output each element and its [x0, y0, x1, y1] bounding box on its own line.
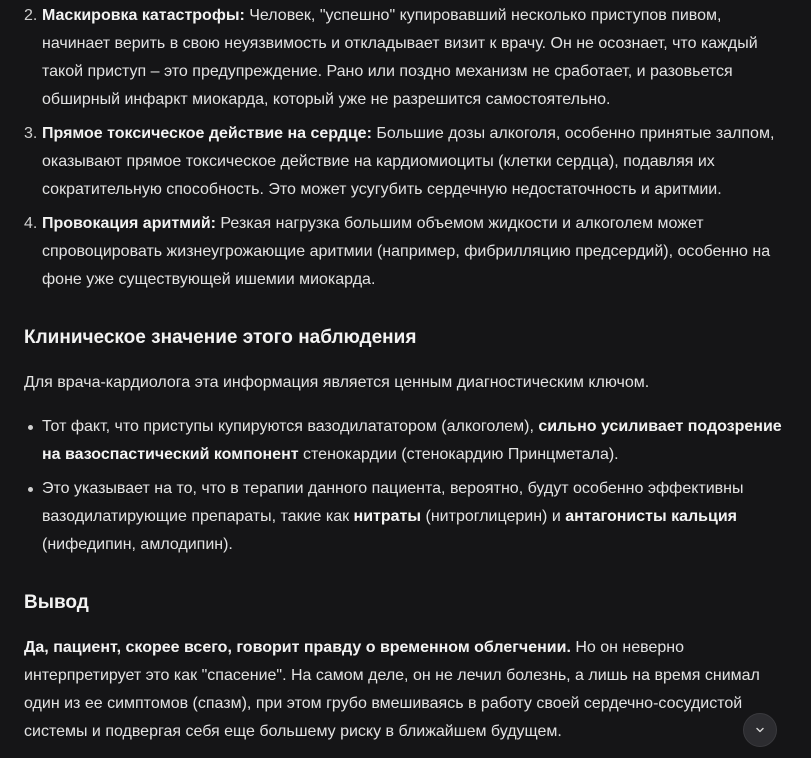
bullet-dot: [28, 487, 33, 492]
list-item: 3. Прямое токсическое действие на сердце: Большие дозы алкоголя, особенно принятые залпом, оказывают прямое токсическое действие на кардиомиоциты (клетки сердца), подавляя их сократительную способность. Это может усугубить сердечную недостаточность и аритмии.: [24, 125, 775, 198]
list-item: 2. Маскировка катастрофы: Человек, "успешно" купировавший несколько приступов пивом, начинает верить в свою неуязвимость и откладывает визит к врачу. Он не осознает, что каждый такой приступ – это предупреждение. Рано или поздно механизм не сработает, и разовьется обширный инфаркт миокарда, который уже не разрешится самостоятельно.: [24, 7, 758, 108]
list-item: Это указывает на то, что в терапии данного пациента, вероятно, будут особенно эффективны вазодилатирующие препараты, такие как нитраты (нитроглицерин) и антагонисты кальция (нифедипин, амлодипин).: [24, 475, 786, 559]
item-text: Резкая нагрузка большим объемом жидкости и алкоголем может спровоцировать жизнеугрожающие аритмии (например, фибрилляцию предсердий), особенно на фоне уже существующей ишемии миокарда.: [42, 215, 771, 288]
scroll-to-bottom-button[interactable]: [743, 713, 777, 747]
chevron-down-icon: [754, 724, 766, 736]
section-heading-clinical: Клиническое значение этого наблюдения: [24, 327, 417, 348]
item-lead: Провокация аритмий:: [42, 215, 216, 232]
list-item: 4. Провокация аритмий: Резкая нагрузка большим объемом жидкости и алкоголем может спровоцировать жизнеугрожающие аритмии (например, фибрилляцию предсердий), особенно на фоне уже существующей ишемии миокарда.: [24, 215, 771, 288]
item-lead: Маскировка катастрофы:: [42, 7, 245, 24]
numbered-list: [24, 2, 786, 294]
list-item: Тот факт, что приступы купируются вазодилататором (алкоголем), сильно усиливает подозрение на вазоспастический компонент стенокардии (стенокардию Принцметала).: [24, 413, 786, 469]
bullet-dot: [28, 425, 33, 430]
item-lead: Прямое токсическое действие на сердце:: [42, 125, 372, 142]
conclusion-paragraph: Да, пациент, скорее всего, говорит правду о временном облегчении. Но он неверно интерпретирует это как "спасение". На самом деле, он не лечил болезнь, а лишь на время снимал один из ее симптомов (спазм), при этом грубо вмешиваясь в работу своей сердечно-сосудистой системы и подвергая себя еще большему риску в ближайшем будущем.: [24, 639, 760, 740]
chat-response: [24, 2, 786, 746]
item-text: Человек, "успешно" купировавший несколько приступов пивом, начинает верить в свою неуязвимость и откладывает визит к врачу. Он не осознает, что каждый такой приступ – это предупреждение. Рано или поздно механизм не сработает, и разовьется обширный инфаркт миокарда, который уже не разрешится самостоятельно.: [42, 7, 758, 108]
section-heading-conclusion: Вывод: [24, 592, 89, 613]
clinical-intro: Для врача-кардиолога эта информация является ценным диагностическим ключом.: [24, 374, 650, 391]
item-text: Большие дозы алкоголя, особенно принятые залпом, оказывают прямое токсическое действие на кардиомиоциты (клетки сердца), подавляя их сократительную способность. Это может усугубить сердечную недостаточность и аритмии.: [42, 125, 775, 198]
bullet-list: [24, 413, 786, 559]
